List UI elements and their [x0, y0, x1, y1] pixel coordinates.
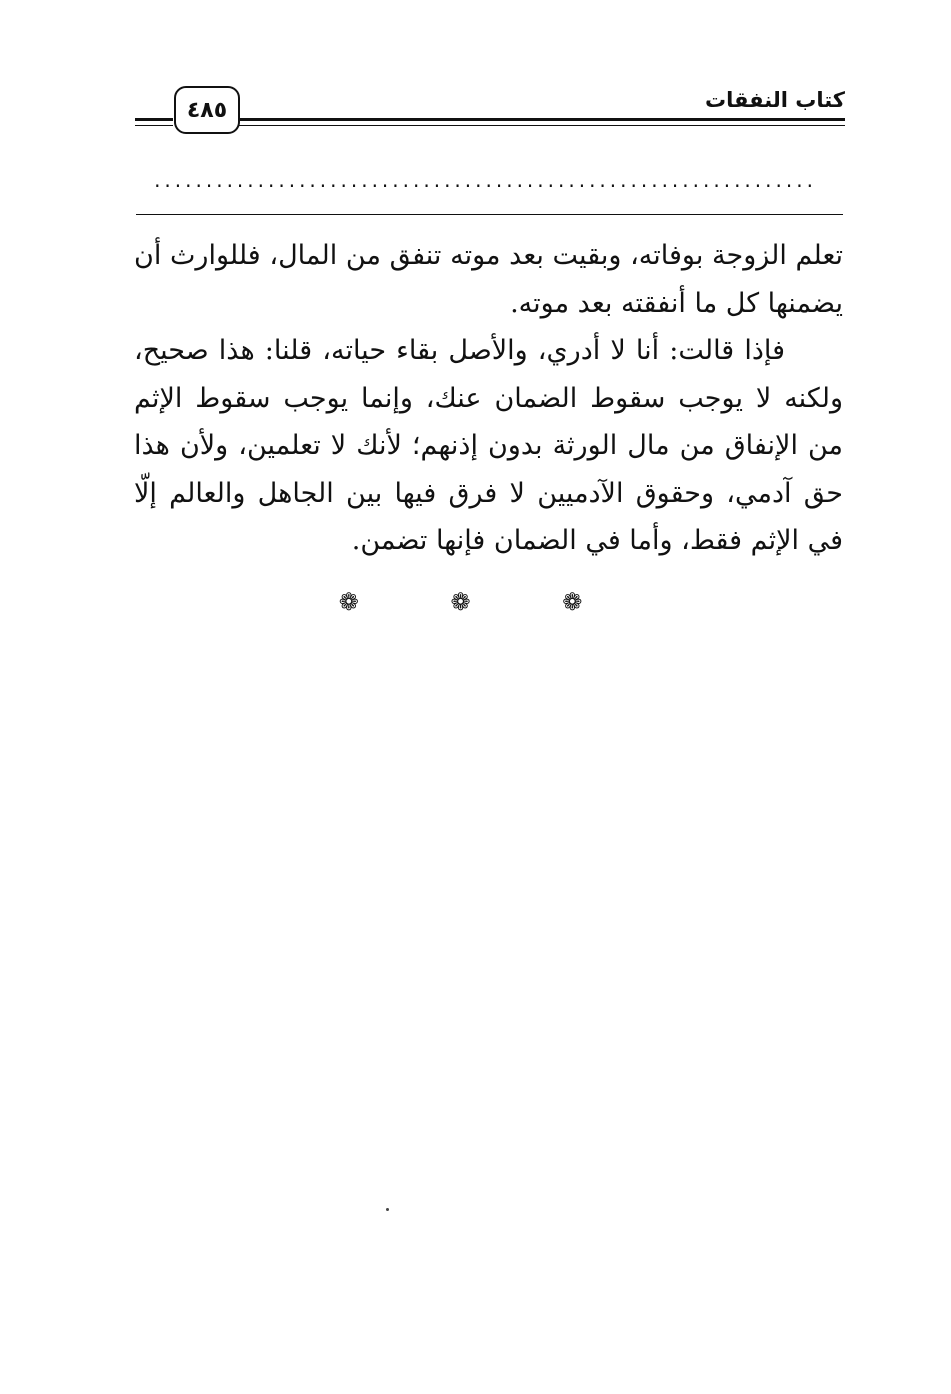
header-rule-thick	[238, 118, 845, 121]
page-number: ٤٨٥	[174, 86, 240, 134]
paragraph-1: تعلم الزوجة بوفاته، وبقيت بعد موته تنفق من المال، فللوارث أن يضمنها كل ما أنفقته بعد موته.	[134, 240, 843, 319]
horizontal-rule	[136, 214, 843, 215]
paragraph-2: فإذا قالت: أنا لا أدري، والأصل بقاء حياته، قلنا: هذا صحيح، ولكنه لا يوجب سقوط الضمان عنك، وإنما يوجب سقوط الإثم من الإنفاق من مال الورثة بدون إذنهم؛ لأنك لا تعلمين، ولأن هذا حق آدمي، وحقوق الآدميين لا فرق فيها بين الجاهل والعالم إلّا في الإثم فقط، وأما في الضمان فإنها تضمن.	[134, 335, 843, 556]
header-rule-left-thick	[135, 118, 173, 121]
scan-speck	[386, 1208, 389, 1211]
dotted-separator: ................................................................	[154, 168, 817, 192]
chapter-title: كتاب النفقات	[705, 88, 845, 112]
header-rule-left-thin	[135, 125, 173, 126]
page-header	[130, 82, 845, 142]
header-rule-thin	[238, 125, 845, 126]
section-end-ornaments	[0, 588, 951, 616]
body-text	[134, 232, 843, 565]
flower-ornament-icon: ❁	[338, 588, 389, 616]
flower-ornament-icon: ❁	[450, 588, 501, 616]
flower-ornament-icon: ❁	[562, 588, 613, 616]
